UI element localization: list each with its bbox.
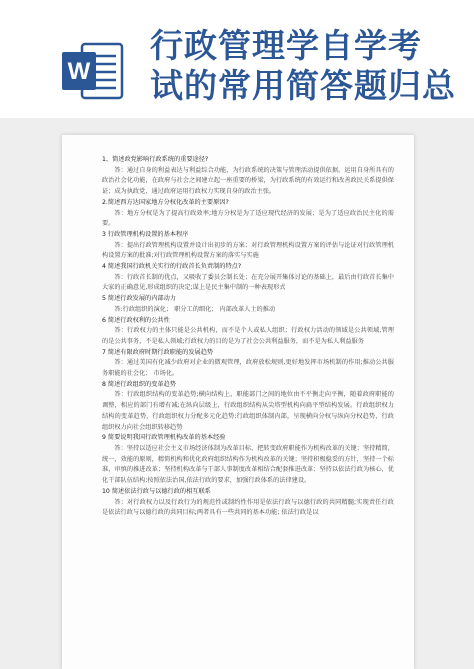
svg-text:W: W xyxy=(67,58,91,85)
question-heading: 9 简要说明我国行政管理机构改革的基本经验 xyxy=(102,434,226,442)
answer-paragraph: 答：行政组织结构的变革趋势;横向结构上，职能部门之间的地位由不平衡走向平衡，随着政府职能的调整，相应的部门有增有减;在纵向层级上，行政组织结构从尖塔型机构向扁平型结构发展。行政组织权力结构的变革趋势，行政组织权力分配多元化趋势:行政组织体制内部，呈现横向分权与纵向分权趋势，行政组织权力向社会组织转移趋势 xyxy=(102,391,394,431)
answer-paragraph: 答：坚持以适应社会主义市场经济体制为改革目标，把转变政府职能作为机构改革的关键；坚持精简，统一，效能的原则，精简机构和优化政府组织结构作为机构改革的关键；坚持积极稳妥的方针，坚持一个标准，审慎的推进改革；坚持机构改革与干部人事制度改革相结合配套推进改革；坚持以依法行政为核心，优化干部队伍结构;按照依法治国,依法行政的要求，加强行政体系的法律建设。 xyxy=(102,444,394,485)
title-line-1: 行政管理学自学考 xyxy=(150,26,422,65)
question-heading: 2.简述西方达国家地方分权化改革的主要原因? xyxy=(102,198,229,206)
page-title xyxy=(150,26,456,106)
word-document-icon xyxy=(60,38,126,104)
document-page xyxy=(62,135,414,669)
question-heading: 6 简述行政权利的公共性 xyxy=(102,316,170,324)
answer-paragraph: 答：对行政权力以及行政行为的规范性或制约性作用是依法行政与以德行政的共同精髓;实现责任行政是依法行政与以德行政的共同目标;两者具有一些共同的基本功能; 依法行政是以 xyxy=(102,498,394,517)
title-line-2: 试的常用简答题归总 xyxy=(150,66,456,105)
answer-paragraph: 答：地方分权是为了提高行政效率;地方分权是为了适应现代经济的发展；是为了适应政治民主化的需要。 xyxy=(102,209,394,228)
question-heading: 1、简述政党影响行政系统的重要途径? xyxy=(102,156,209,163)
answer-paragraph: 答：通过美国有化减少政府对企业的微观管理，政府放松规则,更好地发挥市场机制的作用;推动公共服务职能的社会化； 市场化。 xyxy=(102,359,394,378)
question-heading: 10 简述依法行政与以德行政的相互联系 xyxy=(102,487,211,495)
question-heading: 4 简述我国行政机关实行的行政首长负责制的特点? xyxy=(102,263,242,271)
question-heading: 3 行政管理机构设置的基本程序 xyxy=(102,230,189,238)
document-header xyxy=(0,0,474,118)
answer-paragraph: 答：行政权力的主体只能是公共机构，而不是个人或私人组织；行政权力活动的领域是公共领域,管理的是公共事务，不是私人领域;行政权力的目的是为了社会公共利益服务，而不是为私人利益服务 xyxy=(102,327,394,345)
answer-paragraph: 答:行政组织的演化； 职分工的细化； 内部改革人士的推动 xyxy=(114,305,276,313)
answer-paragraph: 答：通过自身的利益表达与利益综合功能，为行政系统的决策与管理活动提供依据。运用自身所具有的政治社会化功能，在政府与社会之间建立起一座重要的桥梁，为行政系统的有效运行和改善政民关系提供保证；成为执政党，通过政府运用行政权力实现自身的政治主张。 xyxy=(102,166,394,196)
answer-paragraph: 答：行政首长制的优点，又吸收了委员会制长处；在充分展开集体讨论的基础上，最后由行政首长集中大家的正确意见,形成组织的决定;谋上是民主集中制的一种表现形式 xyxy=(102,273,394,292)
question-heading: 7 简述有限政府时期行政职能的发展趋势 xyxy=(102,348,214,356)
question-heading: 5 简述行政发展的内部动力 xyxy=(102,295,176,303)
question-heading: 8 简述行政组织的变革趋势 xyxy=(102,380,176,388)
answer-paragraph: 答：提出行政管理机构设置并设计出初步的方案；对行政管理机构设置方案的评估与论证对行政管理机构设置方案的批准;对行政管理机构设置方案的落实与实施 xyxy=(102,241,394,260)
document-body xyxy=(102,155,394,519)
